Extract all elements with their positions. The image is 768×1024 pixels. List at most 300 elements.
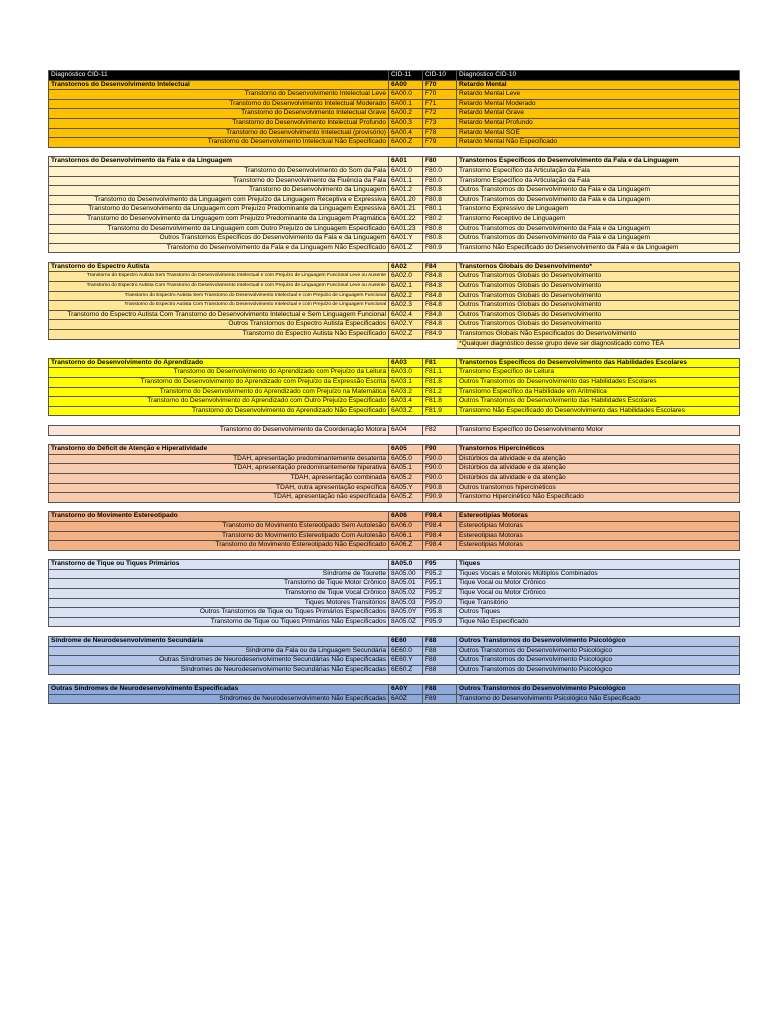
group-cid11-code: 6A05 [389, 445, 423, 455]
cid11-diagnosis-cell: TDAH, apresentação predominantemente desatenta [49, 454, 389, 464]
cid10-diagnosis-cell: Transtorno Específico da Articulação da Fala [457, 166, 740, 176]
group-cid10-title: Tiques [457, 560, 740, 570]
cid10-diagnosis-cell: Outros Transtornos do Desenvolvimento Psicológico [457, 665, 740, 675]
cid10-diagnosis-cell: Transtorno Específico de Leitura [457, 368, 740, 378]
group-cid10-code: F80 [423, 157, 457, 167]
cid11-diagnosis-cell: Outros Transtornos do Espectro Autista Especificados [49, 320, 389, 330]
cid11-diagnosis-cell: Transtorno do Desenvolvimento Intelectual Não Especificado [49, 138, 389, 148]
group-title: Síndrome de Neurodesenvolvimento Secundária [49, 637, 389, 647]
table-row [49, 166, 740, 176]
header-cid11-code: CID-11 [389, 71, 423, 81]
cid11-code-cell: 6A02.2 [389, 291, 423, 301]
spacer-cell [49, 675, 740, 685]
table-row [49, 483, 740, 493]
group-heading-row [49, 560, 740, 570]
cid11-diagnosis-cell: TDAH, outra apresentação específica [49, 483, 389, 493]
cid11-code-cell: 6A03.0 [389, 368, 423, 378]
group-cid10-title: Transtornos Globais do Desenvolvimento* [457, 262, 740, 272]
cid11-code-cell: 6A03.4 [389, 397, 423, 407]
spacer-row [49, 627, 740, 637]
cid11-code-cell: 6A01.20 [389, 195, 423, 205]
group-cid10-code: F84 [423, 262, 457, 272]
cid10-code-cell: F90.8 [423, 483, 457, 493]
cid11-code-cell: 6E60.Z [389, 665, 423, 675]
cid10-code-cell: F80.1 [423, 205, 457, 215]
cid11-code-cell: 8A05.0Y [389, 608, 423, 618]
cid11-diagnosis-cell: Transtorno do Desenvolvimento da Fluência da Fala [49, 176, 389, 186]
table-row [49, 493, 740, 503]
group-cid10-title: Retardo Mental [457, 80, 740, 90]
cid10-code-cell: F88 [423, 656, 457, 666]
spacer-cell [49, 550, 740, 560]
group-heading-row [49, 80, 740, 90]
empty-cell [49, 339, 389, 349]
cid10-code-cell: F84.8 [423, 301, 457, 311]
cid11-code-cell: 6A01.2 [389, 186, 423, 196]
table-row [49, 406, 740, 416]
cid10-diagnosis-cell: Distúrbios da atividade e da atenção [457, 473, 740, 483]
cid11-code-cell: 6A01.Y [389, 234, 423, 244]
group-cid11-code: 6A03 [389, 358, 423, 368]
spacer-row [49, 435, 740, 445]
cid11-code-cell: 6A00.4 [389, 128, 423, 138]
cid10-diagnosis-cell: Outros Transtornos do Desenvolvimento das Habilidades Escolares [457, 397, 740, 407]
cid11-diagnosis-cell: Transtorno do Desenvolvimento Intelectual Moderado [49, 99, 389, 109]
cid11-diagnosis-cell: Transtorno do Desenvolvimento do Aprendizado com Prejuízo na Matemática [49, 387, 389, 397]
table-row [49, 243, 740, 253]
spacer-row [49, 675, 740, 685]
spacer-cell [49, 416, 740, 426]
cid11-diagnosis-cell: Transtorno de Tique Vocal Crônico [49, 589, 389, 599]
cid11-diagnosis-cell: Outros Transtornos de Tique ou Tiques Primários Especificados [49, 608, 389, 618]
cid11-code-cell: 6A01.21 [389, 205, 423, 215]
cid10-code-cell: F98.4 [423, 541, 457, 551]
table-row [49, 368, 740, 378]
table-row [49, 579, 740, 589]
group-cid10-code: F81 [423, 358, 457, 368]
group-cid11-code: 6A06 [389, 512, 423, 522]
cid10-diagnosis-cell: Outros Transtornos do Desenvolvimento da Fala e da Linguagem [457, 224, 740, 234]
cid10-code-cell: F84.8 [423, 272, 457, 282]
cid10-diagnosis-cell: Estereotipias Motoras [457, 541, 740, 551]
cid10-diagnosis-cell: Outros Transtornos Globais do Desenvolvimento [457, 291, 740, 301]
cid10-code-cell: F82 [423, 425, 457, 435]
cid11-code-cell: 6A02.Y [389, 320, 423, 330]
header-row [49, 71, 740, 81]
cid10-diagnosis-cell: Transtorno Expressivo de Linguagem [457, 205, 740, 215]
cid11-code-cell: 6A01.Z [389, 243, 423, 253]
table-row [49, 464, 740, 474]
cid11-code-cell: 6A03.1 [389, 378, 423, 388]
cid10-diagnosis-cell: Distúrbios da atividade e da atenção [457, 454, 740, 464]
cid10-code-cell: F71 [423, 99, 457, 109]
spacer-cell [49, 147, 740, 157]
cid10-code-cell: F81.2 [423, 387, 457, 397]
group-cid11-code: 6A00 [389, 80, 423, 90]
cid11-diagnosis-cell: Transtorno de Tique ou Tiques Primários Não Especificados [49, 617, 389, 627]
cid11-code-cell: 6A06.Z [389, 541, 423, 551]
cid10-diagnosis-cell: Outros Transtornos Globais do Desenvolvimento [457, 320, 740, 330]
cid11-code-cell: 6A05.2 [389, 473, 423, 483]
group-cid10-title: Estereotipias Motoras [457, 512, 740, 522]
cid11-code-cell: 8A05.01 [389, 579, 423, 589]
cid11-diagnosis-cell: Transtorno do Espectro Autista Sem Transtorno do Desenvolvimento Intelectual e com Prejuízo de Linguagem Funcional Leve ou Ausente [49, 272, 389, 282]
table-row [49, 128, 740, 138]
group-cid11-code: 6A01 [389, 157, 423, 167]
table-row [49, 598, 740, 608]
cid11-diagnosis-cell: Transtorno do Movimento Estereotipado Com Autolesão [49, 531, 389, 541]
table-row [49, 301, 740, 311]
cid11-code-cell: 6A02.3 [389, 301, 423, 311]
cid11-diagnosis-cell: Transtorno do Desenvolvimento Intelectual Profundo [49, 118, 389, 128]
cid11-code-cell: 6A01.1 [389, 176, 423, 186]
cid10-code-cell: F95.2 [423, 569, 457, 579]
cid10-code-cell: F84.9 [423, 330, 457, 340]
group-cid10-code: F88 [423, 685, 457, 695]
cid11-diagnosis-cell: TDAH, apresentação predominantemente hiperativa [49, 464, 389, 474]
group-title: Outras Síndromes de Neurodesenvolvimento Especificadas [49, 685, 389, 695]
table-row [49, 234, 740, 244]
cid10-code-cell: F84.8 [423, 291, 457, 301]
group-title: Transtornos do Desenvolvimento Intelectual [49, 80, 389, 90]
table-row [49, 186, 740, 196]
cid11-code-cell: 8A05.00 [389, 569, 423, 579]
cid11-diagnosis-cell: Transtorno do Desenvolvimento do Aprendizado Não Especificado [49, 406, 389, 416]
group-cid11-code: 6A0Y [389, 685, 423, 695]
cid10-diagnosis-cell: Transtorno Não Especificado do Desenvolvimento da Fala e da Linguagem [457, 243, 740, 253]
cid10-diagnosis-cell: Outros Transtornos do Desenvolvimento das Habilidades Escolares [457, 378, 740, 388]
tea-note: *Qualquer diagnóstico desse grupo deve ser diagnosticado como TEA [457, 339, 740, 349]
cid11-diagnosis-cell: TDAH, apresentação não especificada [49, 493, 389, 503]
cid11-code-cell: 6A00.1 [389, 99, 423, 109]
cid10-code-cell: F80.0 [423, 166, 457, 176]
cid11-diagnosis-cell: Transtorno de Tique Motor Crônico [49, 579, 389, 589]
table-row [49, 282, 740, 292]
cid10-diagnosis-cell: Outros transtornos hipercinéticos [457, 483, 740, 493]
cid11-diagnosis-cell: Transtorno do Movimento Estereotipado Sem Autolesão [49, 521, 389, 531]
table-row [49, 176, 740, 186]
group-heading-row [49, 358, 740, 368]
cid11-code-cell: 6E60.0 [389, 646, 423, 656]
cid-correspondence-table [48, 70, 740, 704]
header-cid10-code: CID-10 [423, 71, 457, 81]
group-cid11-code: 6E60 [389, 637, 423, 647]
table-row [49, 320, 740, 330]
cid10-code-cell: F88 [423, 646, 457, 656]
group-cid10-title: Transtornos Hipercinéticos [457, 445, 740, 455]
cid10-code-cell: F78 [423, 128, 457, 138]
cid10-code-cell: F73 [423, 118, 457, 128]
cid11-diagnosis-cell: Transtorno do Espectro Autista Não Especificado [49, 330, 389, 340]
cid11-code-cell: 6A02.0 [389, 272, 423, 282]
group-heading-row [49, 512, 740, 522]
cid10-code-cell: F81.9 [423, 406, 457, 416]
group-heading-row [49, 157, 740, 167]
table-row [49, 90, 740, 100]
cid11-diagnosis-cell: Transtorno do Desenvolvimento da Linguagem com Prejuízo Predominante da Linguagem Expressiva [49, 205, 389, 215]
table-row [49, 541, 740, 551]
cid10-diagnosis-cell: Outros Transtornos Globais do Desenvolvimento [457, 272, 740, 282]
cid10-code-cell: F81.1 [423, 368, 457, 378]
cid11-diagnosis-cell: Síndrome da Fala ou da Linguagem Secundária [49, 646, 389, 656]
table-row [49, 109, 740, 119]
group-cid11-code: 6A02 [389, 262, 423, 272]
group-title: Transtorno do Desenvolvimento do Aprendizado [49, 358, 389, 368]
spacer-cell [49, 627, 740, 637]
group-cid10-title: Transtornos Específicos do Desenvolvimento das Habilidades Escolares [457, 358, 740, 368]
cid10-diagnosis-cell: Estereotipias Motoras [457, 531, 740, 541]
table-row [49, 531, 740, 541]
cid10-code-cell: F80.9 [423, 243, 457, 253]
cid10-diagnosis-cell: Transtorno do Desenvolvimento Psicológico Não Especificado [457, 694, 740, 704]
cid11-code-cell: 6A02.1 [389, 282, 423, 292]
cid10-diagnosis-cell: Retardo Mental Não Especificado [457, 138, 740, 148]
cid11-code-cell: 6A02.4 [389, 310, 423, 320]
spacer-row [49, 502, 740, 512]
cid11-code-cell: 6E60.Y [389, 656, 423, 666]
cid10-code-cell: F79 [423, 138, 457, 148]
note-row [49, 339, 740, 349]
table-row [49, 656, 740, 666]
cid11-diagnosis-cell: Transtorno do Desenvolvimento do Aprendizado com Outro Prejuízo Especificado [49, 397, 389, 407]
spacer-row [49, 147, 740, 157]
cid10-code-cell: F95.0 [423, 598, 457, 608]
spacer-row [49, 416, 740, 426]
group-cid10-code: F95 [423, 560, 457, 570]
cid10-code-cell: F84.8 [423, 282, 457, 292]
cid11-diagnosis-cell: Tiques Motores Transitórios [49, 598, 389, 608]
table-row [49, 521, 740, 531]
cid11-code-cell: 8A05.02 [389, 589, 423, 599]
table-row [49, 310, 740, 320]
cid11-diagnosis-cell: Transtorno do Desenvolvimento da Coordenação Motora [49, 425, 389, 435]
cid10-code-cell: F98.4 [423, 531, 457, 541]
cid11-code-cell: 6A00.Z [389, 138, 423, 148]
spacer-row [49, 253, 740, 263]
cid10-diagnosis-cell: Outros Tiques [457, 608, 740, 618]
group-cid10-title: Outros Transtornos do Desenvolvimento Psicológico [457, 637, 740, 647]
cid11-diagnosis-cell: Transtorno do Desenvolvimento da Fala e da Linguagem Não Especificado [49, 243, 389, 253]
cid11-code-cell: 6A05.Z [389, 493, 423, 503]
group-heading-row [49, 637, 740, 647]
group-title: Transtorno do Déficit de Atenção e Hiperatividade [49, 445, 389, 455]
table-row [49, 224, 740, 234]
cid10-diagnosis-cell: Outros Transtornos do Desenvolvimento da Fala e da Linguagem [457, 234, 740, 244]
header-cid10-diagnosis: Diagnóstico CID-10 [457, 71, 740, 81]
cid11-code-cell: 6A04 [389, 425, 423, 435]
group-title: Transtorno de Tique ou Tiques Primários [49, 560, 389, 570]
cid10-diagnosis-cell: Transtorno Específico do Desenvolvimento Motor [457, 425, 740, 435]
table-row [49, 387, 740, 397]
group-heading-row [49, 685, 740, 695]
group-title: Transtorno do Movimento Estereotipado [49, 512, 389, 522]
cid10-code-cell: F80.8 [423, 234, 457, 244]
cid10-code-cell: F81.8 [423, 397, 457, 407]
table-row [49, 272, 740, 282]
cid11-code-cell: 6A0Z [389, 694, 423, 704]
cid11-code-cell: 6A06.0 [389, 521, 423, 531]
cid11-code-cell: 6A05.Y [389, 483, 423, 493]
cid11-diagnosis-cell: Transtorno do Movimento Estereotipado Não Especificado [49, 541, 389, 551]
cid10-code-cell: F72 [423, 109, 457, 119]
spacer-row [49, 550, 740, 560]
table-row [49, 397, 740, 407]
cid11-code-cell: 6A02.Z [389, 330, 423, 340]
table-row [49, 291, 740, 301]
group-cid10-code: F70 [423, 80, 457, 90]
table-row [49, 617, 740, 627]
table-row [49, 99, 740, 109]
cid10-diagnosis-cell: Outros Transtornos Globais do Desenvolvimento [457, 301, 740, 311]
cid11-diagnosis-cell: Transtorno do Desenvolvimento do Aprendizado com Prejuízo da Leitura [49, 368, 389, 378]
group-cid10-title: Transtornos Específicos do Desenvolvimento da Fala e da Linguagem [457, 157, 740, 167]
table-row [49, 378, 740, 388]
cid11-diagnosis-cell: Síndrome de Tourette [49, 569, 389, 579]
cid10-code-cell: F84.8 [423, 320, 457, 330]
cid10-diagnosis-cell: Transtorno Específico da Articulação da Fala [457, 176, 740, 186]
cid10-diagnosis-cell: Outros Transtornos do Desenvolvimento Psicológico [457, 656, 740, 666]
cid11-code-cell: 8A05.0Z [389, 617, 423, 627]
cid11-diagnosis-cell: Transtorno do Espectro Autista Sem Transtorno do Desenvolvimento Intelectual e com Prejuízo de Linguagem Funcional [49, 291, 389, 301]
cid10-diagnosis-cell: Outros Transtornos Globais do Desenvolvimento [457, 282, 740, 292]
cid10-diagnosis-cell: Tique Vocal ou Motor Crônico [457, 589, 740, 599]
spacer-row [49, 349, 740, 359]
table-row [49, 569, 740, 579]
cid10-diagnosis-cell: Transtorno Hipercinético Não Especificado [457, 493, 740, 503]
table-row [49, 138, 740, 148]
cid11-code-cell: 6A01.22 [389, 214, 423, 224]
table-row [49, 214, 740, 224]
cid11-diagnosis-cell: Transtorno do Espectro Autista Com Transtorno do Desenvolvimento Intelectual e com Prejuízo de Linguagem Funcional [49, 301, 389, 311]
cid10-diagnosis-cell: Tique Transitório [457, 598, 740, 608]
cid11-code-cell: 6A03.Z [389, 406, 423, 416]
cid10-diagnosis-cell: Outros Transtornos do Desenvolvimento da Fala e da Linguagem [457, 186, 740, 196]
cid11-code-cell: 8A05.03 [389, 598, 423, 608]
cid10-diagnosis-cell: Tique Vocal ou Motor Crônico [457, 579, 740, 589]
cid10-diagnosis-cell: Retardo Mental Grave [457, 109, 740, 119]
cid11-code-cell: 6A03.2 [389, 387, 423, 397]
cid11-diagnosis-cell: Outras Síndromes de Neurodesenvolvimento Secundárias Não Especificadas [49, 656, 389, 666]
cid10-code-cell: F81.8 [423, 378, 457, 388]
cid11-diagnosis-cell: Síndromes de Neurodesenvolvimento Não Especificadas [49, 694, 389, 704]
cid11-code-cell: 6A05.1 [389, 464, 423, 474]
cid10-code-cell: F80.8 [423, 224, 457, 234]
header-cid11-diagnosis: Diagnóstico CID-11 [49, 71, 389, 81]
cid11-code-cell: 6A00.0 [389, 90, 423, 100]
cid11-diagnosis-cell: Transtorno do Desenvolvimento da Linguagem [49, 186, 389, 196]
cid11-diagnosis-cell: Transtorno do Espectro Autista Com Transtorno do Desenvolvimento Intelectual e com Prejuízo de Linguagem Funcional Leve ou Ausente [49, 282, 389, 292]
spacer-cell [49, 349, 740, 359]
cid10-code-cell: F88 [423, 665, 457, 675]
cid11-code-cell: 6A06.1 [389, 531, 423, 541]
cid11-code-cell: 6A01.23 [389, 224, 423, 234]
cid10-code-cell: F70 [423, 90, 457, 100]
cid10-diagnosis-cell: Tique Não Especificado [457, 617, 740, 627]
cid10-diagnosis-cell: Transtorno Não Especificado do Desenvolvimento das Habilidades Escolares [457, 406, 740, 416]
cid11-diagnosis-cell: Transtorno do Desenvolvimento Intelectual Grave [49, 109, 389, 119]
cid10-diagnosis-cell: Retardo Mental Moderado [457, 99, 740, 109]
cid10-code-cell: F90.0 [423, 454, 457, 464]
cid11-diagnosis-cell: Outros Transtornos Específicos do Desenvolvimento da Fala e da Linguagem [49, 234, 389, 244]
cid10-code-cell: F90.9 [423, 493, 457, 503]
cid10-code-cell: F95.1 [423, 579, 457, 589]
cid11-diagnosis-cell: Transtorno do Desenvolvimento da Linguagem com Prejuízo Predominante da Linguagem Pragmática [49, 214, 389, 224]
cid11-diagnosis-cell: Transtorno do Desenvolvimento do Som da Fala [49, 166, 389, 176]
group-heading-row [49, 262, 740, 272]
group-heading-row [49, 445, 740, 455]
table-row [49, 205, 740, 215]
cid10-diagnosis-cell: Tiques Vocais e Motores Múltiplos Combinados [457, 569, 740, 579]
spacer-cell [49, 435, 740, 445]
cid10-code-cell: F80.0 [423, 176, 457, 186]
cid10-diagnosis-cell: Outros Transtornos Globais do Desenvolvimento [457, 310, 740, 320]
cid10-diagnosis-cell: Transtornos Globais Não Especificados do Desenvolvimento [457, 330, 740, 340]
group-cid11-code: 8A05.0 [389, 560, 423, 570]
cid10-code-cell: F90.0 [423, 473, 457, 483]
table-row [49, 118, 740, 128]
cid10-diagnosis-cell: Distúrbios da atividade e da atenção [457, 464, 740, 474]
group-cid10-code: F98.4 [423, 512, 457, 522]
table-row [49, 425, 740, 435]
cid11-diagnosis-cell: Transtorno do Desenvolvimento da Linguagem com Prejuízo da Linguagem Receptiva e Expressiva [49, 195, 389, 205]
table-row [49, 694, 740, 704]
cid11-diagnosis-cell: Transtorno do Desenvolvimento Intelectual (provisório) [49, 128, 389, 138]
cid10-diagnosis-cell: Transtorno Receptivo de Linguagem [457, 214, 740, 224]
cid10-code-cell: F80.8 [423, 186, 457, 196]
cid10-code-cell: F95.8 [423, 608, 457, 618]
cid11-diagnosis-cell: Síndromes de Neurodesenvolvimento Secundárias Não Especificadas [49, 665, 389, 675]
cid10-code-cell: F80.8 [423, 195, 457, 205]
table-row [49, 473, 740, 483]
table-row [49, 589, 740, 599]
group-title: Transtorno do Espectro Autista [49, 262, 389, 272]
cid10-diagnosis-cell: Transtorno Específico da Habilidade em Aritmética [457, 387, 740, 397]
cid10-code-cell: F90.0 [423, 464, 457, 474]
cid11-diagnosis-cell: Transtorno do Desenvolvimento da Linguagem com Outro Prejuízo de Linguagem Especificado [49, 224, 389, 234]
cid10-code-cell: F80.2 [423, 214, 457, 224]
cid10-code-cell: F95.2 [423, 589, 457, 599]
cid10-diagnosis-cell: Retardo Mental Leve [457, 90, 740, 100]
table-row [49, 665, 740, 675]
cid10-diagnosis-cell: Estereotipias Motoras [457, 521, 740, 531]
cid10-code-cell: F84.8 [423, 310, 457, 320]
cid11-diagnosis-cell: Transtorno do Desenvolvimento Intelectual Leve [49, 90, 389, 100]
cid11-diagnosis-cell: TDAH, apresentação combinada [49, 473, 389, 483]
empty-cell [389, 339, 423, 349]
table-row [49, 646, 740, 656]
cid10-diagnosis-cell: Outros Transtornos do Desenvolvimento da Fala e da Linguagem [457, 195, 740, 205]
cid10-diagnosis-cell: Retardo Mental SOE [457, 128, 740, 138]
spacer-cell [49, 253, 740, 263]
table-row [49, 454, 740, 464]
table-body [49, 71, 740, 704]
group-cid10-code: F88 [423, 637, 457, 647]
cid11-code-cell: 6A01.0 [389, 166, 423, 176]
empty-cell [423, 339, 457, 349]
cid10-code-cell: F89 [423, 694, 457, 704]
group-cid10-title: Outros Transtornos do Desenvolvimento Psicológico [457, 685, 740, 695]
cid10-diagnosis-cell: Outros Transtornos do Desenvolvimento Psicológico [457, 646, 740, 656]
table-row [49, 330, 740, 340]
cid10-code-cell: F95.9 [423, 617, 457, 627]
spacer-cell [49, 502, 740, 512]
cid11-code-cell: 6A00.3 [389, 118, 423, 128]
cid11-diagnosis-cell: Transtorno do Espectro Autista Com Transtorno do Desenvolvimento Intelectual e Sem Linguagem Funcional [49, 310, 389, 320]
table-row [49, 195, 740, 205]
group-cid10-code: F90 [423, 445, 457, 455]
cid10-code-cell: F98.4 [423, 521, 457, 531]
cid11-code-cell: 6A05.0 [389, 454, 423, 464]
